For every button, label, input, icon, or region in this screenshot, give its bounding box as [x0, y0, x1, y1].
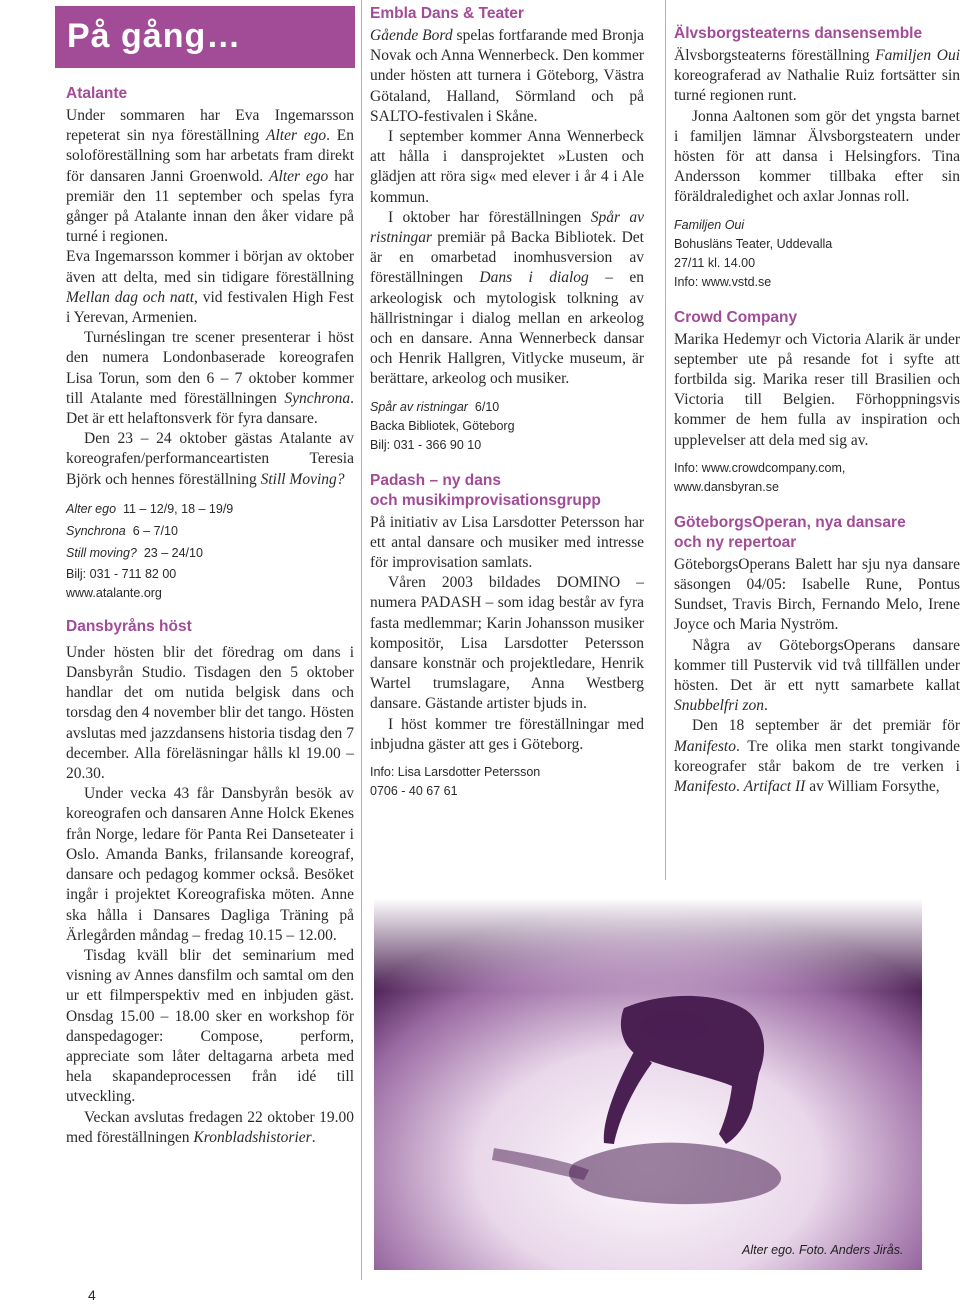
photo-caption: Alter ego. Foto. Anders Jirås. [742, 1243, 904, 1257]
embla-heading: Embla Dans & Teater [370, 5, 524, 22]
atalante-info-2: Synchrona 6 – 7/10 [66, 523, 178, 538]
alvsborg-info-2: Bohusläns Teater, Uddevalla [674, 236, 833, 251]
gbg-heading-line-2: och ny repertoar [674, 533, 797, 551]
page-banner: På gång… [55, 6, 355, 68]
dansbyran-paragraph-1: Under hösten blir det föredrag om dans i Dansbyrån Studio. Tisdagen den 5 oktober handlar det om nutida belgisk dans och torsdag den 4 november blir det tango. Hösten avslutas med jazzdansens historia tisdag den 7 december. Alla föreläsningar hålls kl 19.00 – 20.30. [66, 643, 354, 783]
atalante-website[interactable]: www.atalante.org [66, 585, 162, 600]
dansbyran-heading: Dansbyråns höst [66, 617, 192, 635]
atalante-paragraph-4: Den 23 – 24 oktober gästas Atalante av koreografen/performanceartisten Teresia Björk och hennes föreställning Still Moving? [66, 430, 354, 488]
alvsborg-paragraph-2: Jonna Aaltonen som gör det yngsta barnet i familjen lämnar Älvsborgsteatern under hösten för att dansa i Helsingfors. Tina Andersson kommer tillbaka efter sin föräldraledighet och axlar Jonnas roll. [674, 107, 960, 206]
dansbyran-paragraph-4: Veckan avslutas fredagen 22 oktober 19.00 med föreställningen Kronbladshistorier. [66, 1108, 354, 1146]
atalante-paragraph-1: Under sommaren har Eva Ingemarsson repeterat sin nya föreställning Alter ego. En soloföreställning som har arbetats fram direkt för dansaren Janni Groenwold. Alter ego har premiär den 11 september och spelas fyra gånger på Atalante innan den åker vidare på turné i regionen. [66, 107, 355, 246]
embla-info-3: Bilj: 031 - 366 90 10 [370, 437, 482, 452]
atalante-info-3: Still moving? 23 – 24/10 [66, 545, 203, 560]
dansbyran-paragraph-2: Under vecka 43 får Dansbyrån besök av koreografen och dansaren Anne Holck Ekenes från Norge, ledare för Panta Rei Danseteater i Oslo. Amanda Banks, frilansande koreograf, dansare och pedagog kommer också. Besöket ingår i projektet Koreografiska möten. Anne ska hålla i Dansares Dagliga Träning på Ärlegården måndag – fredag 10.15 – 12.00. [66, 785, 354, 944]
gbg-paragraph-3: Den 18 september är det premiär för Manifesto. Tre olika men starkt tongivande koreografer står bakom de tre verken i Manifesto. Artifact II av William Forsythe, [674, 717, 960, 796]
padash-paragraph-3: I höst kommer tre föreställningar med inbjudna gäster att ges i Göteborg. [370, 715, 644, 753]
column-2 [370, 4, 644, 801]
atalante-tickets: Bilj: 031 - 711 82 00 [66, 566, 177, 581]
padash-info-1: Info: Lisa Larsdotter Petersson [370, 765, 541, 780]
atalante-paragraph-3: Turnéslingan tre scener presenterar i höst den numera Londonbaserade koreografen Lisa Torun, som den 6 – 7 oktober kommer till Atalante med föreställningen Synchrona. Det är ett helaftonsverk för fyra dansare. [66, 329, 354, 428]
padash-heading-line-2: och musikimprovisationsgrupp [370, 491, 601, 509]
embla-info-1: Spår av ristningar 6/10 [370, 399, 500, 414]
column-rule-1 [361, 0, 362, 1280]
crowd-info-2[interactable]: www.dansbyran.se [674, 479, 779, 494]
padash-info-2: 0706 - 40 67 61 [370, 784, 458, 799]
alvsborg-info-4[interactable]: Info: www.vstd.se [674, 274, 772, 289]
crowd-paragraph-1: Marika Hedemyr och Victoria Alarik är under september ute på resande fot i syfte att fortbilda sig. Marika reser till Brasilien och Victoria till Belgien. Förhoppningsvis kommer de hem fulla av inspiration och upplevelser att dela med sig av. [674, 330, 960, 449]
dansbyran-paragraph-3: Tisdag kväll blir det seminarium med visning av Annes dansfilm och samtal om den ur ett filmperspektiv med en inbjuden gäst. Onsdag 15.00 – 18.00 sker en workshop för danspedagoger: Compose, perform, appreciate som låter deltagarna arbeta med hela skapandeprocessen från idé till utveckling. [66, 946, 354, 1106]
atalante-paragraph-2: Eva Ingemarsson kommer i början av oktober även att delta, med sin tidigare föreställning Mellan dag och natt, vid festivalen High Fest i Yerevan, Armenien. [66, 248, 354, 327]
padash-paragraph-2: Våren 2003 bildades DOMINO – numera PADASH – som idag består av fyra fasta medlemmar; Karin Johansson musiker kompositör, Lisa Larsdotter Petersson dansare konstnär och projektledare, Henrik Wartel trumslagare, Anna Westberg dansare. Gästande artister bjuds in. [370, 574, 644, 713]
alvsborg-paragraph-1: Älvsborgsteaterns föreställning Familjen Oui koreograferad av Nathalie Ruiz fortsätter sin turné regionen runt. [674, 47, 960, 105]
embla-paragraph-1: Gående Bord spelas fortfarande med Bronja Novak och Anna Wennerbeck. Den kommer under hösten att turnera i Göteborg, Västra Götaland, Halland, Sörmland och på SALTO-festivalen i Skåne. [370, 27, 644, 125]
atalante-heading: Atalante [66, 85, 128, 102]
embla-info-2: Backa Bibliotek, Göteborg [370, 418, 515, 433]
alvsborg-info-1: Familjen Oui [674, 217, 745, 232]
alvsborg-info-3: 27/11 kl. 14.00 [674, 255, 756, 270]
page-number: 4 [88, 1287, 96, 1303]
embla-paragraph-3: I oktober har föreställningen Spår av ristningar premiär på Backa Bibliotek. Det är en omarbetad inomhusversion av föreställningen Dans i dialog – en arkeologisk och mytologisk tolkning av hällristningar i dialog mellan en arkeolog och en dansare. Anna Wennerbeck dansar och Henrik Hallgren, Vitlycke museum, är berättare, arkeolog och musiker. [370, 208, 644, 388]
gbg-paragraph-2: Några av GöteborgsOperans dansare kommer till Pustervik vid två tillfällen under hösten. Det är ett nytt samarbete kallat Snubbelfri zon. [674, 636, 960, 715]
padash-heading-line-1: Padash – ny dans [370, 471, 501, 489]
crowd-heading: Crowd Company [674, 308, 798, 326]
crowd-info-1[interactable]: Info: www.crowdcompany.com, [674, 460, 846, 475]
atalante-info-1: Alter ego 11 – 12/9, 18 – 19/9 [66, 501, 234, 516]
embla-paragraph-2: I september kommer Anna Wennerbeck att hålla i dansprojektet »Lusten och glädjen att röra sig« med elever i år 4 i Ale kommun. [370, 128, 644, 206]
dancer-photo [374, 898, 922, 1270]
alvsborg-heading: Älvsborgsteaterns dansensemble [674, 25, 923, 42]
gbg-heading-line-1: GöteborgsOperan, nya dansare [674, 513, 906, 531]
column-3 [674, 24, 960, 797]
padash-paragraph-1: På initiativ av Lisa Larsdotter Petersson har ett antal dansare och musiker med intresse för improvisation samlats. [370, 513, 644, 572]
column-1 [66, 84, 354, 1148]
gbg-paragraph-1: GöteborgsOperans Balett har sju nya dansare säsongen 04/05: Isabelle Rune, Pontus Sundset, Travis Birch, Fernando Melo, Irene Joyce och Maria Nyström. [674, 555, 960, 634]
column-rule-2 [665, 0, 666, 880]
